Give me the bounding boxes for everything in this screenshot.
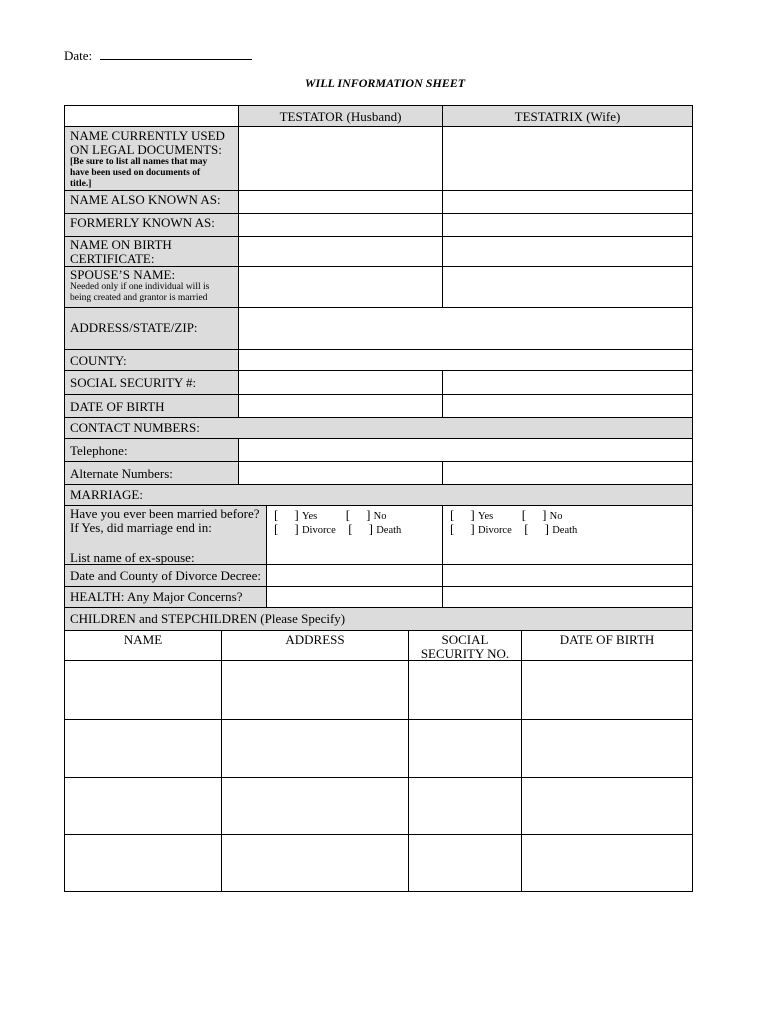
aka-label: NAME ALSO KNOWN AS: xyxy=(70,192,221,207)
testator-dob-field[interactable] xyxy=(239,395,442,417)
testatrix-birth-name-field[interactable] xyxy=(443,237,692,266)
testatrix-spouse-field[interactable] xyxy=(443,267,692,307)
testatrix-divorce-decree-field[interactable] xyxy=(443,565,692,586)
shade-marriage-row xyxy=(65,484,692,505)
testator-no-label: No xyxy=(373,511,387,522)
testator-no-checkbox[interactable]: [ ] xyxy=(345,507,371,522)
testator-divorce-decree-field[interactable] xyxy=(267,565,442,586)
testatrix-name-used-field[interactable] xyxy=(443,127,692,190)
name-used-note-line1: [Be sure to list all names that may xyxy=(70,157,208,167)
date-row xyxy=(64,47,252,64)
testator-yes-label: Yes xyxy=(301,511,318,522)
ex-spouse-label: List name of ex-spouse: xyxy=(70,550,195,565)
testator-health-field[interactable] xyxy=(267,587,442,607)
testator-name-used-field[interactable] xyxy=(239,127,442,190)
ssn-label: SOCIAL SECURITY #: xyxy=(70,375,197,390)
children-name-header: NAME xyxy=(123,632,163,647)
name-used-label-line2: ON LEGAL DOCUMENTS: xyxy=(70,142,222,157)
telephone-label: Telephone: xyxy=(70,443,128,458)
testatrix-column-header: TESTATRIX (Wife) xyxy=(514,109,621,124)
dob-label: DATE OF BIRTH xyxy=(70,399,165,414)
marriage-label: MARRIAGE: xyxy=(70,487,143,502)
testatrix-no-label: No xyxy=(549,511,563,522)
testator-divorce-label: Divorce xyxy=(301,525,336,536)
page-title: WILL INFORMATION SHEET xyxy=(304,76,466,90)
testator-column-header: TESTATOR (Husband) xyxy=(279,109,402,124)
table-row[interactable] xyxy=(65,720,692,777)
children-label: CHILDREN and STEPCHILDREN (Please Specify) xyxy=(70,611,346,626)
contact-numbers-label: CONTACT NUMBERS: xyxy=(70,420,200,435)
testator-death-label: Death xyxy=(376,525,402,536)
testatrix-alternate-field[interactable] xyxy=(443,462,692,484)
spouse-note-line1: Needed only if one individual will is xyxy=(70,282,210,292)
children-address-header: ADDRESS xyxy=(285,632,345,647)
name-used-note-line3: title.] xyxy=(70,179,92,189)
testatrix-end-checkboxes xyxy=(450,522,577,538)
address-field[interactable] xyxy=(239,308,692,349)
spouse-label: SPOUSE’S NAME: xyxy=(70,267,176,282)
name-used-note-line2: have been used on documents of xyxy=(70,168,201,178)
spouse-note-line2: being created and grantor is married xyxy=(70,293,208,303)
testatrix-death-checkbox[interactable]: [ ] xyxy=(524,521,549,536)
birth-name-label-line2: CERTIFICATE: xyxy=(70,251,155,266)
marriage-end-label: If Yes, did marriage end in: xyxy=(70,520,212,535)
testator-death-checkbox[interactable]: [ ] xyxy=(348,521,373,536)
table-row[interactable] xyxy=(65,661,692,719)
telephone-field[interactable] xyxy=(239,439,692,461)
testatrix-health-field[interactable] xyxy=(443,587,692,607)
children-ssn-header-line2: SECURITY NO. xyxy=(420,646,510,661)
testator-ssn-field[interactable] xyxy=(239,371,442,394)
birth-name-label-line1: NAME ON BIRTH xyxy=(70,237,172,252)
testator-alternate-field[interactable] xyxy=(239,462,442,484)
address-label: ADDRESS/STATE/ZIP: xyxy=(70,320,198,335)
testator-yes-checkbox[interactable]: [ ] xyxy=(274,507,299,522)
testatrix-yes-label: Yes xyxy=(477,511,494,522)
date-input-line[interactable] xyxy=(100,47,252,60)
fka-label: FORMERLY KNOWN AS: xyxy=(70,215,215,230)
testatrix-divorce-checkbox[interactable]: [ ] xyxy=(450,521,475,536)
alternate-numbers-label: Alternate Numbers: xyxy=(70,466,173,481)
testatrix-yes-checkbox[interactable]: [ ] xyxy=(450,507,475,522)
testatrix-no-checkbox[interactable]: [ ] xyxy=(521,507,547,522)
testator-birth-name-field[interactable] xyxy=(239,237,442,266)
county-label: COUNTY: xyxy=(70,353,127,368)
testator-spouse-field[interactable] xyxy=(239,267,442,307)
testator-end-checkboxes xyxy=(274,522,401,538)
table-row[interactable] xyxy=(65,835,692,891)
divorce-decree-label: Date and County of Divorce Decree: xyxy=(70,568,261,583)
children-dob-header: DATE OF BIRTH xyxy=(559,632,655,647)
name-used-label-line1: NAME CURRENTLY USED xyxy=(70,128,225,143)
testatrix-death-label: Death xyxy=(552,525,578,536)
children-ssn-header-line1: SOCIAL xyxy=(441,632,489,647)
date-label: Date: xyxy=(64,48,93,63)
testatrix-fka-field[interactable] xyxy=(443,214,692,236)
county-field[interactable] xyxy=(239,350,692,370)
married-before-label: Have you ever been married before? xyxy=(70,506,260,521)
testatrix-ssn-field[interactable] xyxy=(443,371,692,394)
testatrix-aka-field[interactable] xyxy=(443,191,692,213)
testatrix-divorce-label: Divorce xyxy=(477,525,512,536)
table-row[interactable] xyxy=(65,778,692,834)
testator-aka-field[interactable] xyxy=(239,191,442,213)
testatrix-dob-field[interactable] xyxy=(443,395,692,417)
testator-divorce-checkbox[interactable]: [ ] xyxy=(274,521,299,536)
health-label: HEALTH: Any Major Concerns? xyxy=(70,589,243,604)
testator-fka-field[interactable] xyxy=(239,214,442,236)
